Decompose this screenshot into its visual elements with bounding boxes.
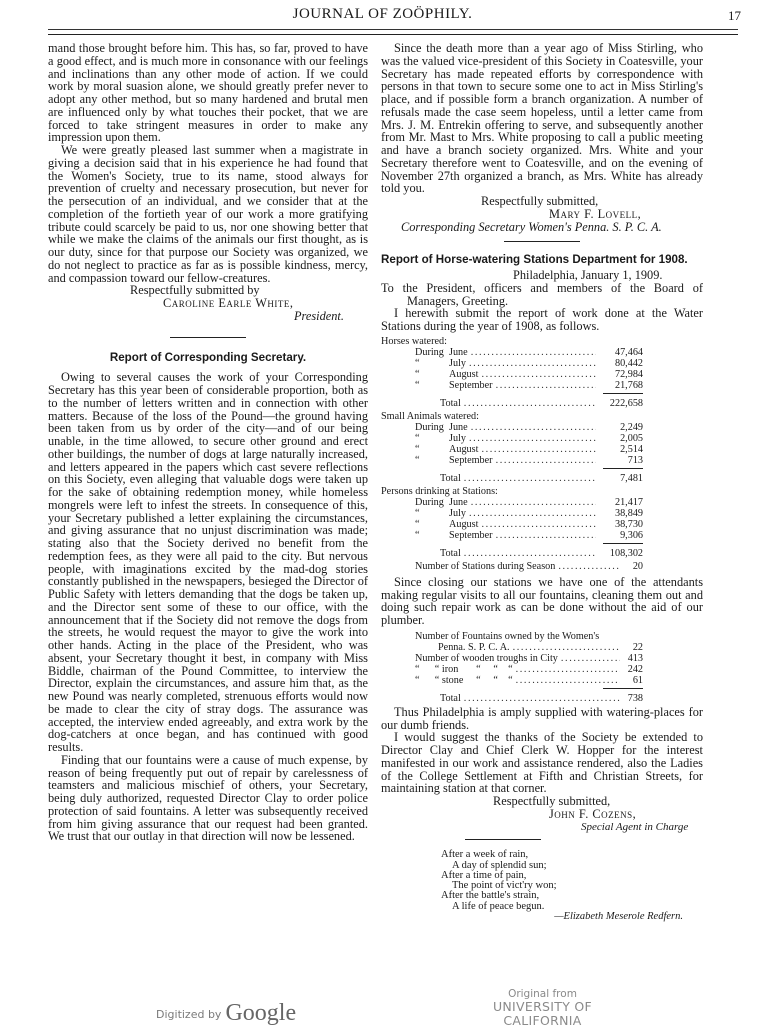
signature-line: Respectfully submitted, xyxy=(481,194,599,208)
dateline: Philadelphia, January 1, 1909. xyxy=(513,268,663,282)
table-row: “ August ..... 38,730 xyxy=(381,519,643,530)
table-label: Persons drinking at Stations: xyxy=(381,485,498,497)
table-row: Number of wooden troughs in City ..... 413 xyxy=(381,653,643,664)
signature-block xyxy=(48,284,368,322)
table-row: “ September ..... 9,306 xyxy=(381,530,643,541)
table-row: “ July ..... 38,849 xyxy=(381,508,643,519)
total-row: Total ..... 7,481 xyxy=(381,473,643,484)
paragraph: I would suggest the thanks of the Society be extended to Director Clay and Chief Clerk W. Hopper for the interest manifested in our work and assistance rendered, also the Ladies of the College Settlement at Fifth and Christian Streets, for maintaining station at that corner. xyxy=(381,730,703,796)
horses-table xyxy=(381,336,643,572)
page-number: 17 xyxy=(728,8,741,23)
signature-name: John F. Cozens, xyxy=(549,806,637,821)
table-row: During June ..... 21,417 xyxy=(381,497,643,508)
signature-block xyxy=(381,195,703,233)
signature-title: Corresponding Secretary Women's Penna. S. P. C. A. xyxy=(401,219,662,234)
signature-line: Respectfully submitted, xyxy=(493,794,611,808)
paragraph: Since closing our stations we have one of the attendants making regular visits to all our fountains, cleaning them out and doing such repair work as can be done without the aid of our plumber. xyxy=(381,574,703,627)
total-rule xyxy=(603,543,643,544)
original-from-watermark xyxy=(455,988,630,1028)
table-row: During June ..... 47,464 xyxy=(381,347,643,358)
section-heading: Report of Corresponding Secretary. xyxy=(109,350,307,364)
table-row: “ July ..... 80,442 xyxy=(381,358,643,369)
table-row: “ “ iron “ “ “ ..... 242 xyxy=(381,664,643,675)
table-row: “ August ..... 72,984 xyxy=(381,369,643,380)
table-row: “ September ..... 713 xyxy=(381,455,643,466)
poem-line: A life of peace begun. xyxy=(452,900,545,912)
signature-line: Respectfully submitted by xyxy=(130,283,260,298)
total-row: Total ..... 222,658 xyxy=(381,398,643,409)
paragraph: We were greatly pleased last summer when a magistrate in giving a decision said that in his experience he had found that the Women's Society, true to its name, stood always for prevention of cruelty and necessary prosecution, but never for the persecution of an individual, and we consider that at the completion of the fortieth year of our work a more gratifying tribute could scarcely be paid to us, nor one showing better that while we make the claims of the animals our first thought, as is our duty, since for that purpose our Society was organized, we do not neglect to practice as far as is possible kindness, mercy, and compassion toward our fellow-creatures. xyxy=(48,143,368,285)
stations-row: Number of Stations during Season ..... 20 xyxy=(381,561,643,572)
table-label: Horses watered: xyxy=(381,335,447,347)
poem-line: After a week of rain, xyxy=(441,849,529,861)
left-column xyxy=(48,42,368,843)
signature-title: President. xyxy=(294,308,344,323)
fountains-table xyxy=(381,631,643,704)
table-row: “ “ stone “ “ “ ..... 61 xyxy=(381,675,643,686)
table-row: During June ..... 2,249 xyxy=(381,422,643,433)
table-row: “ September ..... 21,768 xyxy=(381,380,643,391)
digitized-by-label: Digitized by xyxy=(156,1008,222,1021)
signature-title: Special Agent in Charge xyxy=(581,820,689,833)
section-divider xyxy=(170,337,246,338)
section-divider xyxy=(504,241,580,242)
total-rule xyxy=(603,468,643,469)
institution-name: UNIVERSITY OF CALIFORNIA xyxy=(492,999,593,1028)
table-row: “ July ..... 2,005 xyxy=(381,433,643,444)
table-label: Number of Fountains owned by the Women's xyxy=(415,630,600,642)
original-from-label: Original from xyxy=(508,988,577,1000)
signature-name: Caroline Earle White, xyxy=(163,296,294,310)
table-label: Small Animals watered: xyxy=(381,410,479,422)
signature-block xyxy=(381,795,703,833)
poem-line: A day of splendid sun; xyxy=(452,859,547,871)
poem-attribution: —Elizabeth Meserole Redfern. xyxy=(554,911,683,923)
signature-name: Mary F. Lovell, xyxy=(549,206,642,221)
poem-line: The point of vict'ry won; xyxy=(452,880,557,892)
poem-line: After the battle's strain, xyxy=(441,890,540,902)
table-row: “ August ..... 2,514 xyxy=(381,444,643,455)
google-logo: Google xyxy=(225,1000,297,1026)
section-heading: Report of Horse-watering Stations Department for 1908. xyxy=(381,253,688,267)
header-double-rule xyxy=(48,29,738,35)
paragraph: Finding that our fountains were a cause of much expense, by reason of being frequently put out of repair by carelessness of teamsters and malicious mischief of others, your Secretary, being duly authorized, requested Director Clay to order police protection of said fountains. A letter was subsequently received from him giving assurance that our request had been granted. We trust that our outlay in that direction will now be lessened. xyxy=(48,752,368,844)
paragraph: Since the death more than a year ago of Miss Stirling, who was the valued vice-president of this Society in Coatesville, your Secretary has made repeated efforts by correspondence with persons in that town to secure some one to act in Miss Stirling's place, and if possible form a branch organization. A number of refusals made the case seem hopeless, until a letter came from Mrs. J. M. Entrekin offering to serve, and subsequently another from Mr. Mast to Mrs. White proposing to call a public meeting and have a branch society organized. Mrs. White and your Secretary therefore went to Coatesville, and on the evening of November 27th organized a branch, as Mrs. White has already told you. xyxy=(381,41,703,196)
total-rule xyxy=(603,688,643,689)
total-row: Total ..... 738 xyxy=(381,693,643,704)
table-row: Penna. S. P. C. A. ..... 22 xyxy=(381,642,643,653)
journal-title: JOURNAL OF ZOÖPHILY. xyxy=(292,6,473,22)
poem-line: After a time of pain, xyxy=(441,869,527,881)
paragraph: Owing to several causes the work of your Corresponding Secretary has this year been of considerable proportion, both as to the number of letters written and in connection with other matters. Because of the loss of the Pound—the ground having been taken from us by order of the city—and of our being unable, in the time allowed, to secure other ground and erect other buildings, the number of dogs at large naturally increased, and letters appeared in the papers which cast severe reflections on this Society, even alleging that valuable dogs were taken up for the sake of obtaining redemption money, while homeless mongrels were left to infest the streets. In consequence of this, your Secretary published a letter explaining the circumstances, and giving assurance that no unjust discrimination was made; stating also that the Society derived no benefit from the redemption fees, as they were all paid to the city. But nervous people, with imaginations excited by the mad-dog stories constantly published in the newspapers, besieged the Director of Public Safety with letters demanding that the dogs be taken up, and the Director sent some of these to our office, with the announcement that if the Society did not remove the dogs from the streets, he would request the mayor to give the work into other hands. Acting in the place of the President, who was absent, your Secretary thought it best, in company with Miss Biddle, chairman of the Pound Committee, to interview the Director, explain the circumstances, and assure him that, as the new Pound was nearly completed, strenuous efforts would now be made to clear the city of stray dogs. The assurance was accepted, the interview ended agreeably, and extra work by the dog-catchers at once began, and has continued with good results. xyxy=(48,370,368,754)
right-column xyxy=(381,42,703,922)
paragraph: Thus Philadelphia is amply supplied with watering-places for our dumb friends. xyxy=(381,704,703,732)
total-rule xyxy=(603,393,643,394)
paragraph: mand those brought before him. This has, so far, proved to have a good effect, and is much more in consonance with our feelings and inclinations than any other mode of action. If we could work by moral suasion alone, we should greatly prefer never to adopt any other method, but so many hardened and brutal men are influenced only by what touches their pocket, that we are forced to take stringent measures in order to make any impression upon them. xyxy=(48,41,368,145)
total-row: Total ..... 108,302 xyxy=(381,548,643,559)
poem xyxy=(441,850,703,922)
paragraph: I herewith submit the report of work done at the Water Stations during the year of 1908, as follows. xyxy=(381,306,703,333)
section-divider xyxy=(465,839,541,840)
salutation: To the President, officers and members of the Board of Managers, Greeting. xyxy=(381,280,703,308)
